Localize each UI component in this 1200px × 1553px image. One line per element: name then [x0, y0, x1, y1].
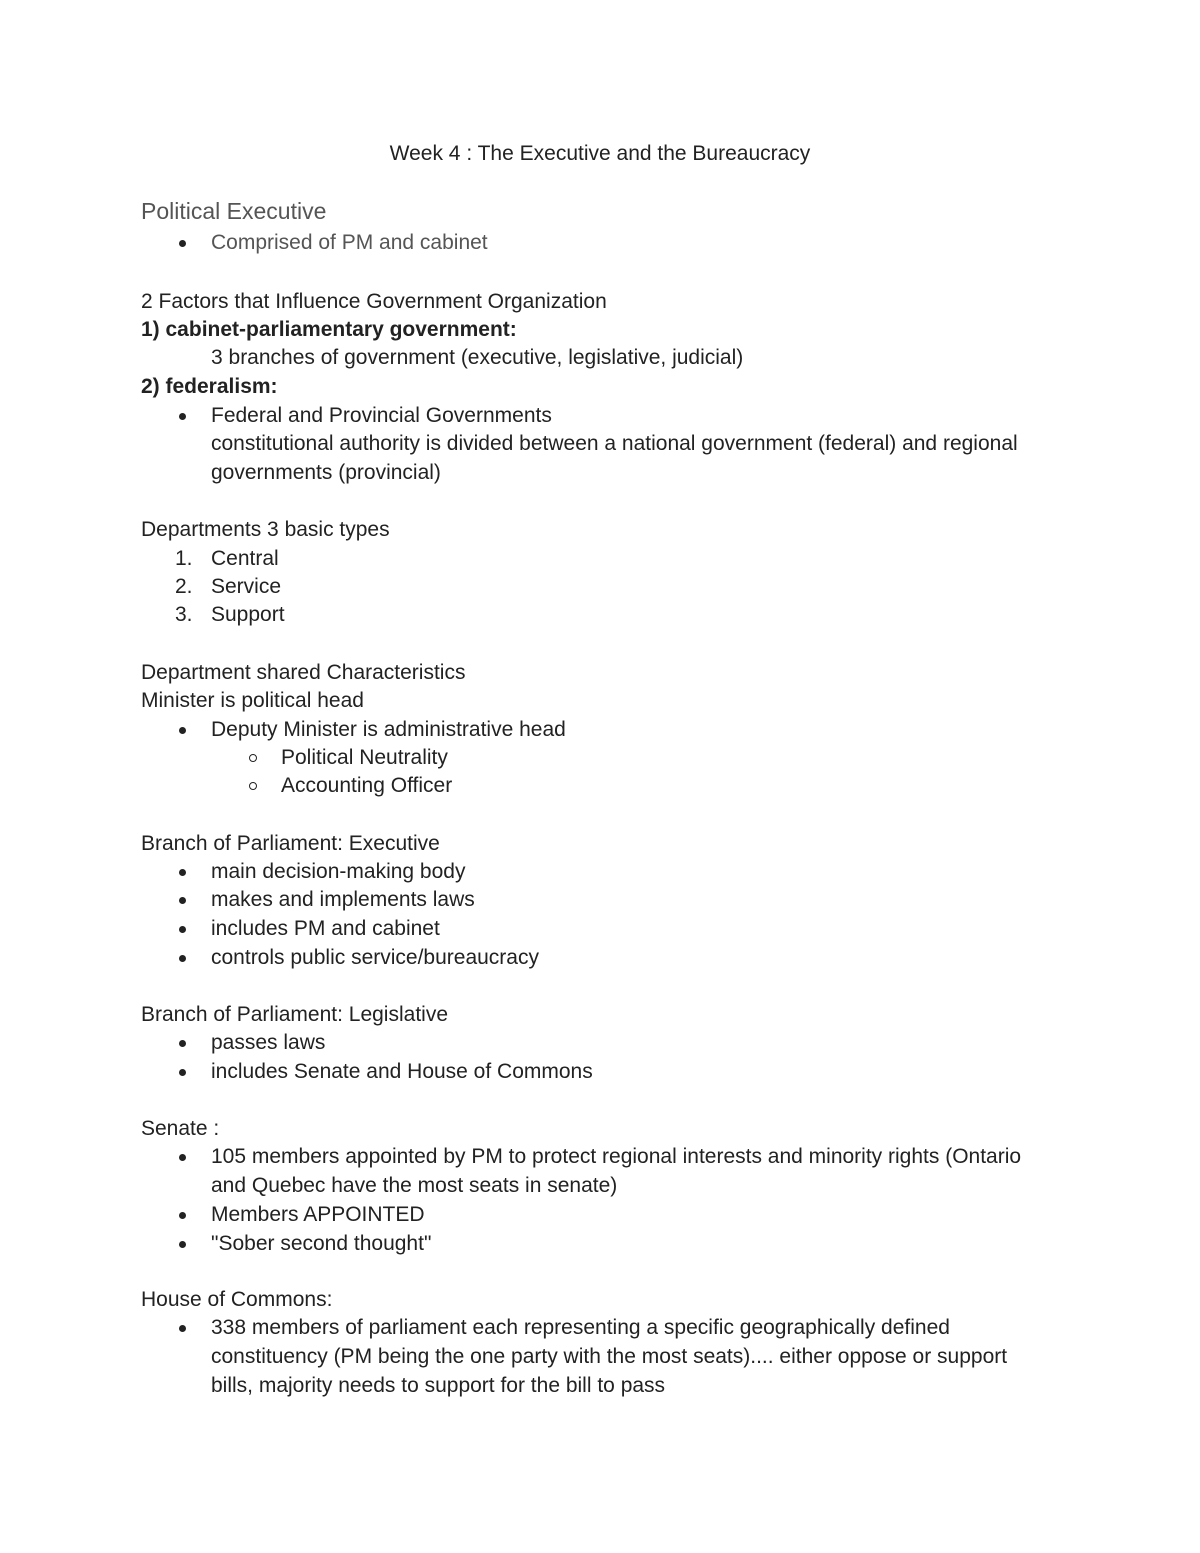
- department-type-item: Central: [211, 547, 279, 570]
- senate-item: "Sober second thought": [211, 1232, 432, 1255]
- bullet-icon: [179, 1154, 186, 1161]
- executive-branch-item: makes and implements laws: [211, 888, 475, 911]
- senate-item-line2: and Quebec have the most seats in senate): [211, 1174, 618, 1197]
- bullet-icon: [179, 1212, 186, 1219]
- executive-branch-item: controls public service/bureaucracy: [211, 946, 539, 969]
- senate-item: Members APPOINTED: [211, 1203, 425, 1226]
- bullet-icon: [179, 1069, 186, 1076]
- factor2-bullet: Federal and Provincial Governments: [211, 404, 552, 427]
- bullet-icon: [179, 1325, 186, 1332]
- house-of-commons-heading: House of Commons:: [141, 1288, 333, 1311]
- bullet-icon: [179, 1040, 186, 1047]
- bullet-icon: [179, 727, 186, 734]
- bullet-icon: [179, 897, 186, 904]
- list-number: 3.: [175, 603, 193, 626]
- characteristics-subitem: Political Neutrality: [281, 746, 448, 769]
- political-executive-item: Comprised of PM and cabinet: [211, 231, 488, 254]
- political-executive-heading: Political Executive: [141, 198, 327, 224]
- factor2-heading: 2) federalism:: [141, 375, 278, 398]
- house-of-commons-item-line1: 338 members of parliament each representing a specific geographically defined: [211, 1316, 950, 1339]
- bullet-icon: [179, 240, 186, 247]
- factor2-text-line1: constitutional authority is divided between a national government (federal) and regional: [211, 432, 1018, 455]
- hollow-bullet-icon: [249, 782, 257, 790]
- house-of-commons-item-line3: bills, majority needs to support for the bill to pass: [211, 1374, 666, 1397]
- bullet-icon: [179, 869, 186, 876]
- department-type-item: Service: [211, 575, 282, 598]
- departments-heading: Departments 3 basic types: [141, 518, 390, 541]
- hollow-bullet-icon: [249, 754, 257, 762]
- factors-heading: 2 Factors that Influence Government Organization: [141, 290, 607, 313]
- list-number: 1.: [175, 547, 193, 570]
- legislative-branch-item: includes Senate and House of Commons: [211, 1060, 593, 1083]
- executive-branch-item: main decision-making body: [211, 860, 466, 883]
- department-type-item: Support: [211, 603, 285, 626]
- factor1-heading: 1) cabinet-parliamentary government:: [141, 318, 517, 341]
- bullet-icon: [179, 955, 186, 962]
- executive-branch-item: includes PM and cabinet: [211, 917, 440, 940]
- legislative-branch-heading: Branch of Parliament: Legislative: [141, 1003, 448, 1026]
- characteristics-heading: Department shared Characteristics: [141, 661, 466, 684]
- legislative-branch-item: passes laws: [211, 1031, 326, 1054]
- senate-heading: Senate :: [141, 1117, 220, 1140]
- house-of-commons-item-line2: constituency (PM being the one party with the most seats).... either oppose or support: [211, 1345, 1008, 1368]
- document-title: Week 4 : The Executive and the Bureaucracy: [389, 142, 811, 165]
- senate-item-line1: 105 members appointed by PM to protect regional interests and minority rights (Ontario: [211, 1145, 1022, 1168]
- bullet-icon: [179, 926, 186, 933]
- bullet-icon: [179, 413, 186, 420]
- characteristics-line: Minister is political head: [141, 689, 364, 712]
- characteristics-bullet: Deputy Minister is administrative head: [211, 718, 566, 741]
- factor2-text-line2: governments (provincial): [211, 461, 441, 484]
- factor1-text: 3 branches of government (executive, legislative, judicial): [211, 346, 744, 369]
- characteristics-subitem: Accounting Officer: [281, 774, 453, 797]
- list-number: 2.: [175, 575, 193, 598]
- executive-branch-heading: Branch of Parliament: Executive: [141, 832, 440, 855]
- bullet-icon: [179, 1241, 186, 1248]
